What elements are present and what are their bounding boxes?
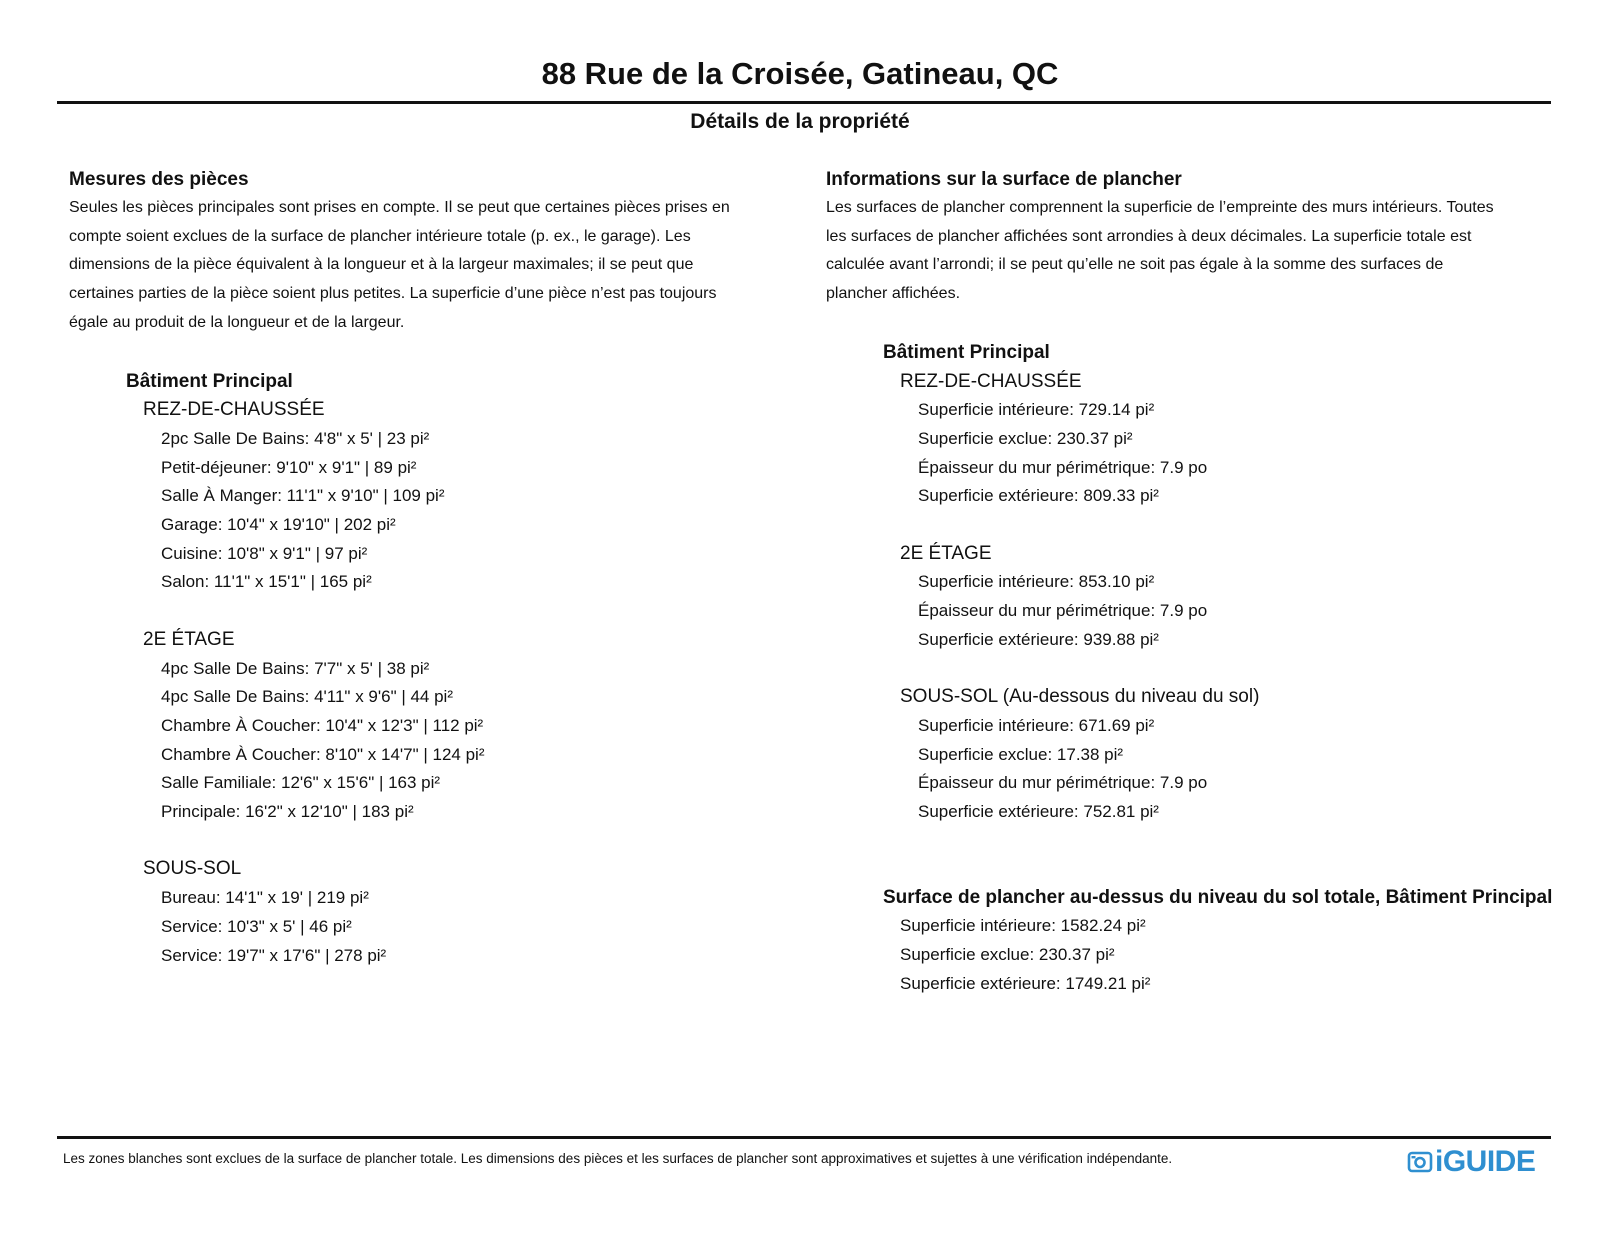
area-entry: Superficie exclue: 230.37 pi²	[918, 428, 1133, 448]
total-entry: Superficie extérieure: 1749.21 pi²	[900, 973, 1151, 993]
room-entry: Service: 10'3" x 5' | 46 pi²	[161, 916, 352, 936]
room-entry: Petit-déjeuner: 9'10" x 9'1" | 89 pi²	[161, 457, 417, 477]
description-line: calculée avant l’arrondi; il se peut qu’elle ne soit pas égale à la somme des surfaces de	[826, 256, 1444, 274]
page-title: 88 Rue de la Croisée, Gatineau, QC	[541, 56, 1059, 91]
area-entry: Superficie intérieure: 853.10 pi²	[918, 572, 1155, 592]
level-name: SOUS-SOL (Au-dessous du niveau du sol)	[900, 686, 1260, 708]
room-entry: Garage: 10'4" x 19'10" | 202 pi²	[161, 515, 396, 535]
area-entry: Superficie extérieure: 939.88 pi²	[918, 629, 1159, 649]
floor-area-title: Informations sur la surface de plancher	[826, 169, 1182, 190]
area-entry: Épaisseur du mur périmétrique: 7.9 po	[918, 601, 1208, 621]
total-title: Surface de plancher au-dessus du niveau du sol totale, Bâtiment Principal	[883, 886, 1553, 908]
description-line: dimensions de la pièce équivalent à la longueur et à la largeur maximales; il se peut que	[69, 256, 694, 274]
level-name: 2E ÉTAGE	[900, 542, 992, 564]
spacer	[126, 597, 809, 626]
room-measurements-description	[69, 194, 809, 338]
floor-area-column	[826, 166, 1600, 999]
level-name: REZ-DE-CHAUSSÉE	[900, 370, 1082, 392]
room-entry: Salon: 11'1" x 15'1" | 165 pi²	[161, 572, 372, 592]
description-line: certaines parties de la pièce soient plus petites. La superficie d’une pièce n’est pas toujours	[69, 285, 717, 303]
total-entry: Superficie intérieure: 1582.24 pi²	[900, 916, 1146, 936]
area-entry: Superficie intérieure: 671.69 pi²	[918, 715, 1155, 735]
area-entry: Superficie extérieure: 809.33 pi²	[918, 486, 1159, 506]
footer-note: Les zones blanches sont exclues de la surface de plancher totale. Les dimensions des pièces et les surfaces de plancher sont approximatives et sujettes à une vérification indépendante.	[63, 1151, 1173, 1166]
level-name: SOUS-SOL	[143, 858, 242, 880]
area-entry: Épaisseur du mur périmétrique: 7.9 po	[918, 457, 1208, 477]
area-entry: Superficie intérieure: 729.14 pi²	[918, 400, 1155, 420]
spacer	[126, 827, 809, 856]
building-name: Bâtiment Principal	[883, 341, 1050, 363]
description-line: les surfaces de plancher affichées sont arrondies à deux décimales. La superficie totale est	[826, 227, 1472, 245]
room-entry: 4pc Salle De Bains: 4'11" x 9'6" | 44 pi²	[161, 687, 453, 707]
room-entry: Service: 19'7" x 17'6" | 278 pi²	[161, 945, 387, 965]
room-entry: Chambre À Coucher: 10'4" x 12'3" | 112 pi²	[161, 715, 484, 735]
description-line: compte soient exclues de la surface de plancher intérieure totale (p. ex., le garage). Les	[69, 227, 691, 245]
floor-area-description	[826, 194, 1600, 309]
building-floor-areas	[826, 339, 1600, 827]
room-entry: Cuisine: 10'8" x 9'1" | 97 pi²	[161, 543, 368, 563]
room-entry: 4pc Salle De Bains: 7'7" x 5' | 38 pi²	[161, 658, 430, 678]
room-entry: Salle Familiale: 12'6" x 15'6" | 163 pi²	[161, 773, 441, 793]
level-name: REZ-DE-CHAUSSÉE	[143, 399, 325, 421]
building-name: Bâtiment Principal	[126, 370, 293, 392]
spacer	[883, 511, 1600, 540]
total-entry: Superficie exclue: 230.37 pi²	[900, 945, 1115, 965]
description-line: Seules les pièces principales sont prises en compte. Il se peut que certaines pièces prises en	[69, 199, 730, 216]
room-entry: Principale: 16'2" x 12'10" | 183 pi²	[161, 802, 414, 822]
room-entry: Salle À Manger: 11'1" x 9'10" | 109 pi²	[161, 486, 445, 506]
spacer	[883, 655, 1600, 684]
level-name: 2E ÉTAGE	[143, 628, 235, 650]
iguide-camera-icon	[1407, 1149, 1433, 1175]
room-entry: Chambre À Coucher: 8'10" x 14'7" | 124 pi²	[161, 744, 485, 764]
header-divider	[57, 101, 1551, 104]
total-floor-area	[826, 884, 1600, 999]
room-measurements-title: Mesures des pièces	[69, 169, 249, 190]
iguide-logo	[1407, 1146, 1535, 1178]
logo-text: iGUIDE	[1435, 1145, 1536, 1178]
area-entry: Superficie exclue: 17.38 pi²	[918, 744, 1124, 764]
area-entry: Superficie extérieure: 752.81 pi²	[918, 802, 1159, 822]
description-line: plancher affichées.	[826, 285, 961, 303]
footer-divider	[57, 1136, 1551, 1139]
room-entry: Bureau: 14'1" x 19' | 219 pi²	[161, 888, 369, 908]
building-rooms	[69, 368, 809, 971]
room-entry: 2pc Salle De Bains: 4'8" x 5' | 23 pi²	[161, 428, 430, 448]
description-line: égale au produit de la longueur et de la largeur.	[69, 313, 405, 331]
description-line: Les surfaces de plancher comprennent la superficie de l’empreinte des murs intérieurs. Toutes	[826, 199, 1494, 216]
page-subtitle: Détails de la propriété	[690, 110, 910, 133]
area-entry: Épaisseur du mur périmétrique: 7.9 po	[918, 773, 1208, 793]
room-measurements-column	[69, 166, 809, 970]
